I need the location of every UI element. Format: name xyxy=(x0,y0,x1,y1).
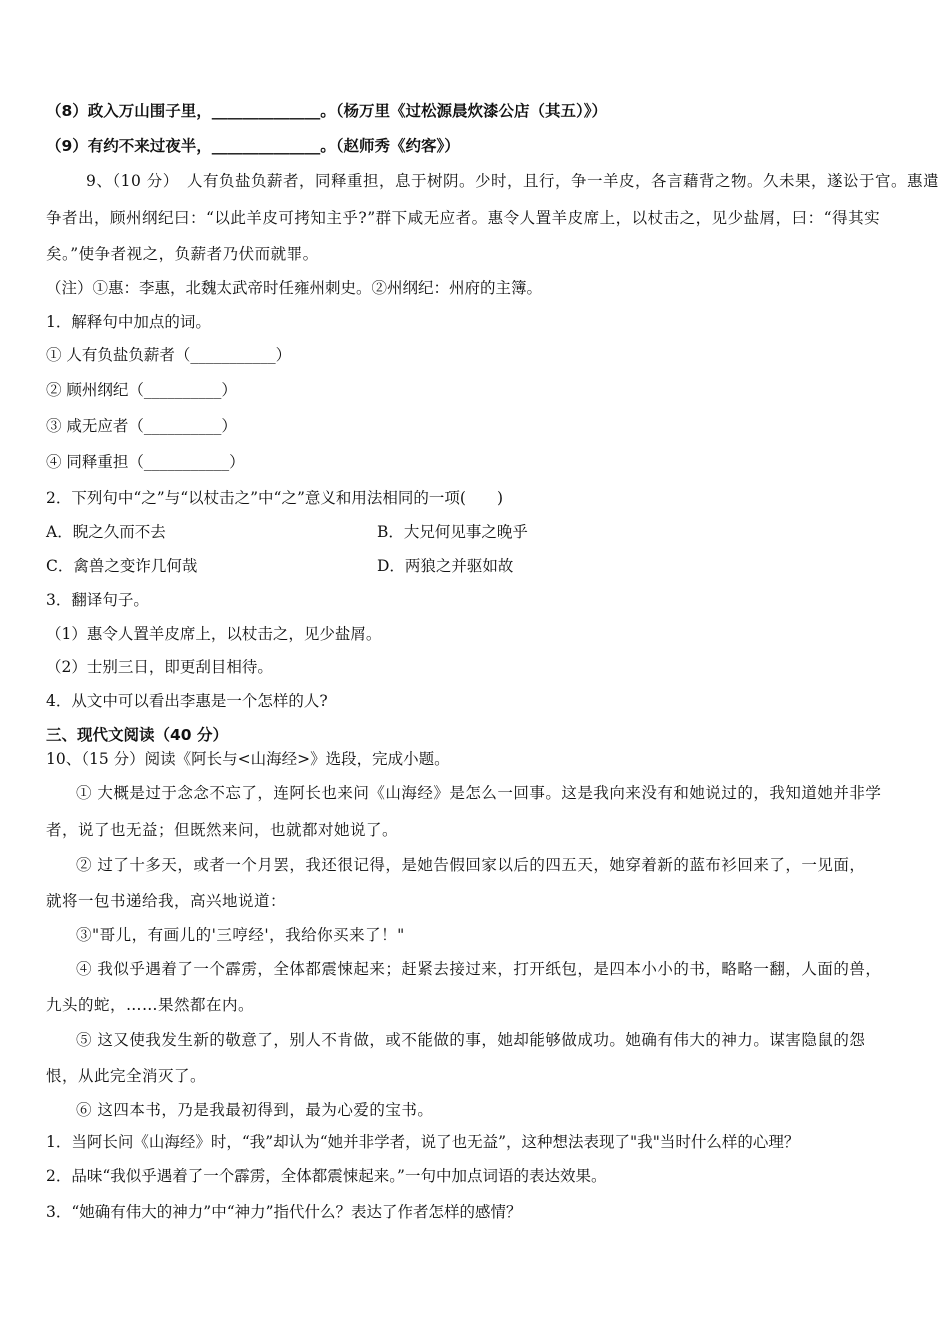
q9-sub2-option-d: D．两狼之并驱如故 xyxy=(377,557,514,575)
q10-paragraph-line: ⑥ 这四本书，乃是我最初得到，最为心爱的宝书。 xyxy=(76,1101,434,1119)
poem-line-9: （9）有约不来过夜半，______________。（赵师秀《约客》） xyxy=(46,137,460,155)
q10-paragraph-line: ④ 我似乎遇着了一个霹雳，全体都震悚起来；赶紧去接过来，打开纸包，是四本小小的书，略略一翻，人面的兽， xyxy=(76,960,882,978)
q10-question: 2．品味“我似乎遇着了一个霹雳，全体都震悚起来。”一句中加点词语的表达效果。 xyxy=(46,1167,607,1185)
q10-paragraph-line: ② 过了十多天，或者一个月罢，我还很记得，是她告假回家以后的四五天，她穿着新的蓝布衫回来了，一见面， xyxy=(76,856,866,874)
q9-passage-line: 矣。”使争者视之，负薪者乃伏而就罪。 xyxy=(46,245,319,263)
q9-sub1-item: ① 人有负盐负薪者（___________） xyxy=(46,346,292,364)
q10-paragraph-line: 九头的蛇，……果然都在内。 xyxy=(46,996,255,1014)
q10-paragraph-line: 恨，从此完全消灭了。 xyxy=(46,1067,207,1085)
q9-sub1-item: ② 顾州纲纪（__________） xyxy=(46,381,237,399)
poem-line-8: （8）政入万山围子里，______________。（杨万里《过松源晨炊漆公店（其五）》） xyxy=(46,102,608,120)
q10-paragraph-line: ③"哥儿，有画儿的'三哼经'，我给你买来了！" xyxy=(76,926,405,944)
q9-sub3-item: （2）士别三日，即更刮目相待。 xyxy=(46,658,273,676)
q10-paragraph-line: 者，说了也无益；但既然来问，也就都对她说了。 xyxy=(46,821,399,839)
q9-note: （注）①惠：李惠，北魏太武帝时任雍州刺史。②州纲纪：州府的主簿。 xyxy=(46,279,543,297)
q10-paragraph-line: 就将一包书递给我，高兴地说道： xyxy=(46,892,287,910)
q9-sub1-item: ④ 同释重担（___________） xyxy=(46,453,245,471)
q9-sub3-item: （1）惠令人置羊皮席上，以杖击之，见少盐屑。 xyxy=(46,625,382,643)
q9-sub1-item: ③ 咸无应者（__________） xyxy=(46,417,237,435)
section3-heading: 三、现代文阅读（40 分） xyxy=(46,726,228,744)
q10-question: 3．“她确有伟大的神力”中“神力”指代什么？表达了作者怎样的感情？ xyxy=(46,1203,522,1221)
q10-intro: 10、（15 分）阅读《阿长与<山海经>》选段，完成小题。 xyxy=(46,750,450,768)
q9-sub2-option-c: C．禽兽之变诈几何哉 xyxy=(46,557,198,575)
q10-paragraph-line: ⑤ 这又使我发生新的敬意了，别人不肯做，或不能做的事，她却能够做成功。她确有伟大的神力。谋害隐鼠的怨 xyxy=(76,1031,866,1049)
q9-passage-line: 争者出，顾州纲纪曰：“以此羊皮可拷知主乎?”群下咸无应者。惠令人置羊皮席上，以杖击之，见少盐屑，曰：“得其实 xyxy=(46,209,881,227)
q9-sub3-title: 3．翻译句子。 xyxy=(46,591,149,609)
q9-sub2-title: 2．下列句中“之”与“以杖击之”中“之”意义和用法相同的一项( ) xyxy=(46,489,504,507)
q9-sub4: 4．从文中可以看出李惠是一个怎样的人? xyxy=(46,692,328,710)
q9-sub2-option-b: B．大兄何见事之晚乎 xyxy=(377,523,528,541)
q9-passage-line: 9、（10 分） 人有负盐负薪者，同释重担，息于树阴。少时，且行，争一羊皮，各言藉背之物。久未果，遂讼于官。惠遣 xyxy=(86,172,940,190)
q9-sub1-title: 1．解释句中加点的词。 xyxy=(46,313,211,331)
q9-sub2-option-a: A．睨之久而不去 xyxy=(46,523,166,541)
q10-paragraph-line: ① 大概是过于念念不忘了，连阿长也来问《山海经》是怎么一回事。这是我向来没有和她说过的，我知道她并非学 xyxy=(76,784,882,802)
q10-question: 1．当阿长问《山海经》时，“我”却认为“她并非学者，说了也无益”，这种想法表现了"我"当时什么样的心理？ xyxy=(46,1133,800,1151)
